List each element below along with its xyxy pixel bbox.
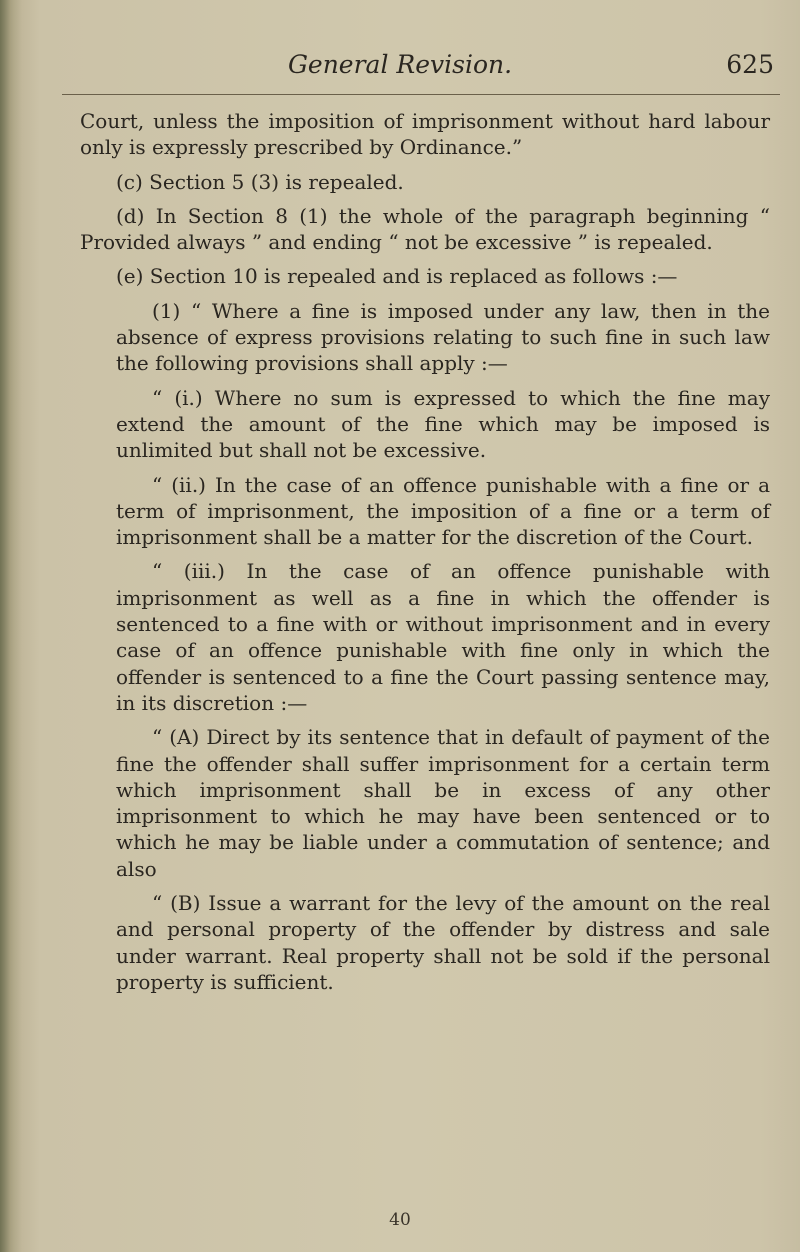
paragraph-item-i: “ (i.) Where no sum is expressed to which the fine may extend the amount of the fine which may be imposed is unlimited but shall not be excessive. bbox=[116, 385, 770, 463]
running-title: General Revision. bbox=[287, 50, 513, 79]
page-number: 625 bbox=[726, 50, 774, 79]
paragraph-item-b: “ (B) Issue a warrant for the levy of the amount on the real and personal property of the offender by distress and sale under warrant. Real property shall not be sold if the personal property is sufficient. bbox=[116, 891, 770, 994]
paragraph-subsection-1: (1) “ Where a fine is imposed under any law, then in the absence of express provisions relating to such fine in such law the following provisions shall apply :— bbox=[116, 298, 770, 376]
paragraph-item-a: “ (A) Direct by its sentence that in default of payment of the fine the offender shall suffer imprisonment for a certain term which imprisonment shall be in excess of any other imprisonment to which he may have been sentenced or to which he may be liable under a commutation of sentence; and also bbox=[116, 725, 770, 881]
header-rule bbox=[62, 94, 780, 95]
signature-mark: 40 bbox=[389, 1210, 411, 1230]
page-header bbox=[0, 50, 800, 86]
paragraph-item-ii: “ (ii.) In the case of an offence punishable with a fine or a term of imprisonment, the imposition of a fine or a term of imprisonment shall be a matter for the discretion of the Court. bbox=[116, 472, 770, 550]
paragraph-clause-e: (e) Section 10 is repealed and is replaced as follows :— bbox=[116, 264, 678, 289]
body-text bbox=[80, 108, 770, 1003]
paragraph-continuation: Court, unless the imposition of imprisonment without hard labour only is expressly prescribed by Ordinance.” bbox=[80, 109, 770, 160]
paragraph-clause-c: (c) Section 5 (3) is repealed. bbox=[116, 169, 404, 194]
paragraph-item-iii: “ (iii.) In the case of an offence punishable with imprisonment as well as a fine in which the offender is sentenced to a fine with or without imprisonment and in every case of an offence punishable with fine only in which the offender is sentenced to a fine the Court passing sentence may, in its discretion :— bbox=[116, 559, 770, 715]
binding-shadow bbox=[0, 0, 22, 1252]
paragraph-clause-d: (d) In Section 8 (1) the whole of the paragraph beginning “ Provided always ” and ending “ not be excessive ” is repealed. bbox=[80, 203, 770, 255]
